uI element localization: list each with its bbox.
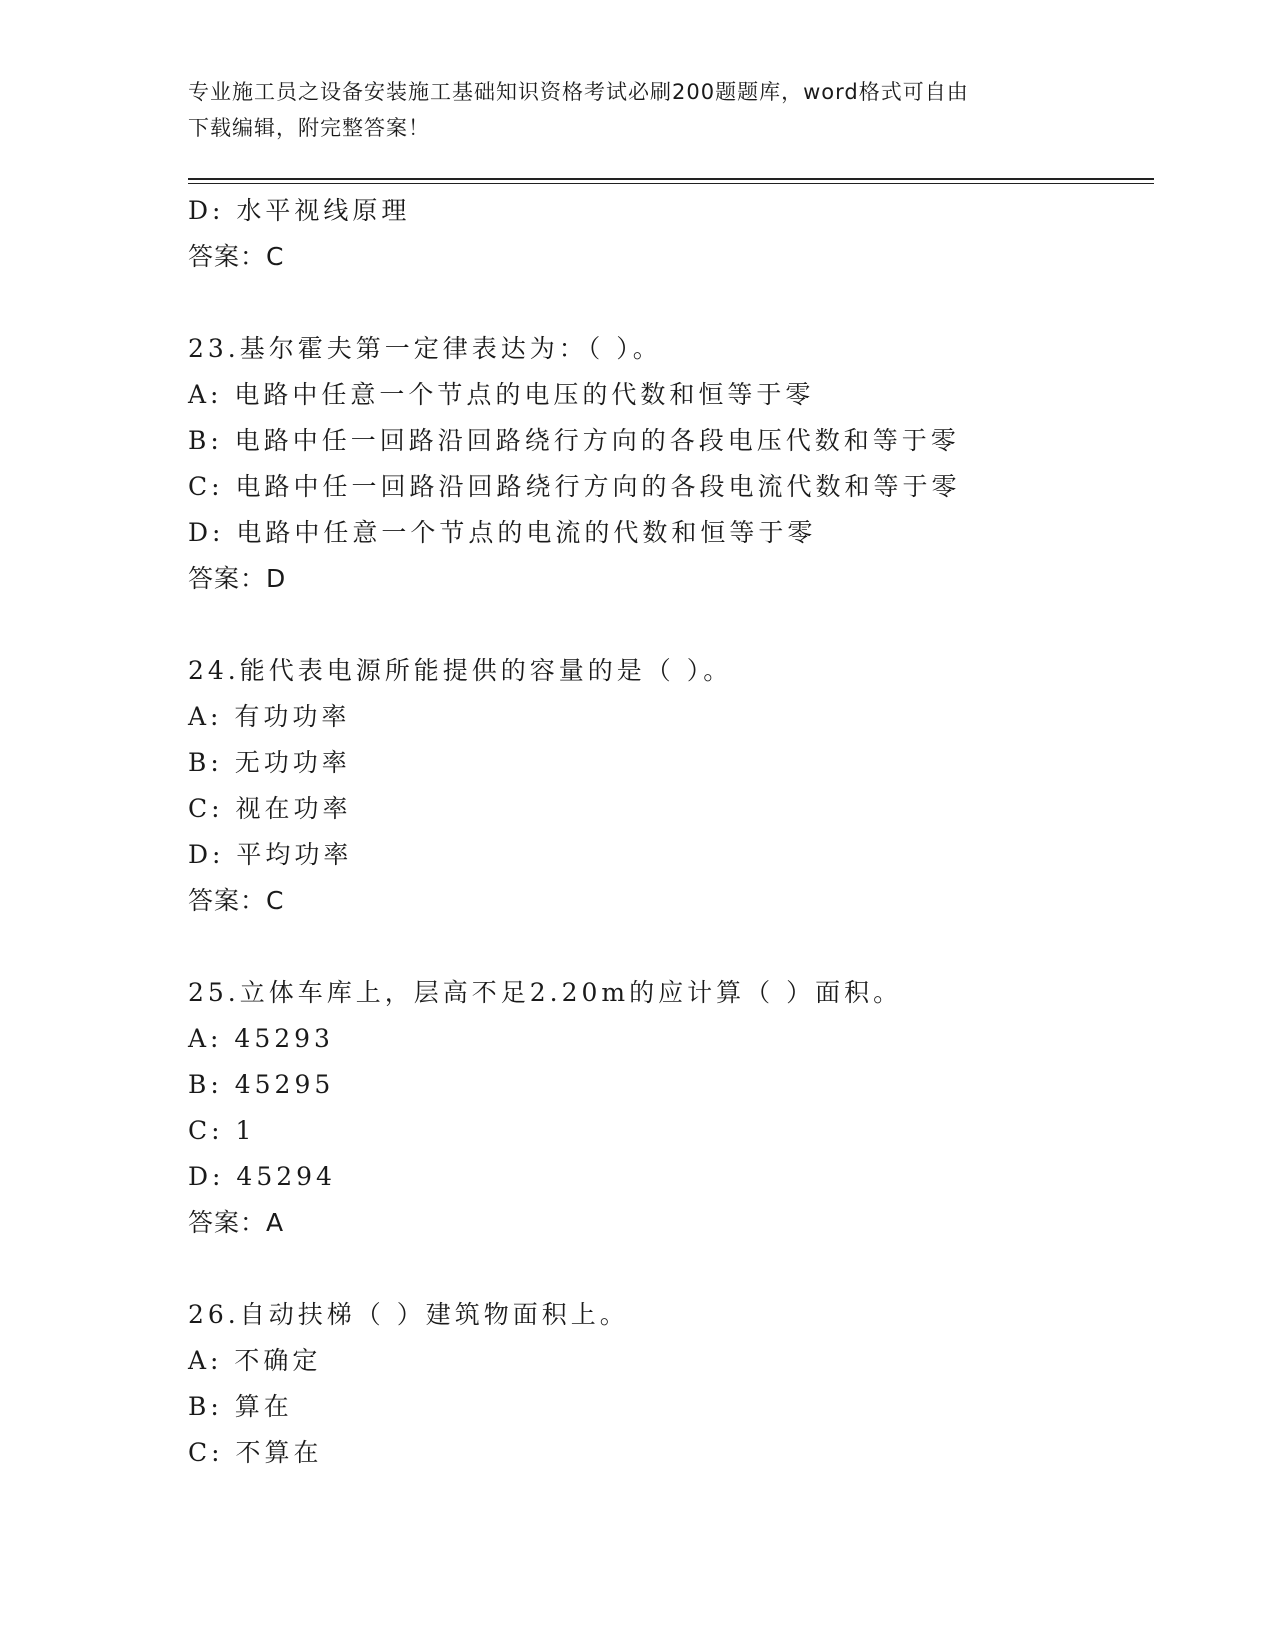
document-header — [188, 74, 1068, 146]
option-c: C: 1 — [188, 1116, 256, 1145]
option-b: B: 算在 — [188, 1392, 293, 1421]
header-line-2: 下载编辑，附完整答案！ — [188, 116, 430, 140]
question-26 — [188, 1292, 1154, 1476]
option-a: A: 不确定 — [188, 1346, 322, 1375]
option-c: C: 不算在 — [188, 1438, 323, 1467]
question-text: 23.基尔霍夫第一定律表达为：（ ）。 — [188, 334, 662, 363]
option-a: A: 45293 — [188, 1024, 334, 1053]
question-text: 24.能代表电源所能提供的容量的是（ ）。 — [188, 656, 733, 685]
option-d: D: 45294 — [188, 1162, 336, 1191]
option-d: D: 电路中任意一个节点的电流的代数和恒等于零 — [188, 518, 817, 547]
option-b: B: 无功功率 — [188, 748, 351, 777]
option-b: B: 电路中任一回路沿回路绕行方向的各段电压代数和等于零 — [188, 426, 960, 455]
option-d: D: 平均功率 — [188, 840, 353, 869]
question-25 — [188, 970, 1154, 1246]
option-a: A: 电路中任意一个节点的电压的代数和恒等于零 — [188, 380, 815, 409]
option-a: A: 有功功率 — [188, 702, 351, 731]
option-b: B: 45295 — [188, 1070, 335, 1099]
question-list — [188, 188, 1154, 1476]
answer-label: 答案：C — [188, 886, 285, 915]
header-divider-thick — [188, 178, 1154, 180]
question-23 — [188, 326, 1154, 602]
header-divider-thin — [188, 183, 1154, 184]
option-c: C: 视在功率 — [188, 794, 352, 823]
option-d: D: 水平视线原理 — [188, 196, 411, 225]
header-line-1: 专业施工员之设备安装施工基础知识资格考试必刷200题题库，word格式可自由 — [188, 80, 969, 104]
question-22-tail — [188, 188, 1154, 280]
question-text: 25.立体车库上，层高不足2.20m的应计算（ ）面积。 — [188, 978, 903, 1007]
answer-label: 答案：A — [188, 1208, 285, 1237]
answer-label: 答案：C — [188, 242, 285, 271]
question-24 — [188, 648, 1154, 924]
option-c: C: 电路中任一回路沿回路绕行方向的各段电流代数和等于零 — [188, 472, 961, 501]
answer-label: 答案：D — [188, 564, 287, 593]
question-text: 26.自动扶梯（ ）建筑物面积上。 — [188, 1300, 629, 1329]
